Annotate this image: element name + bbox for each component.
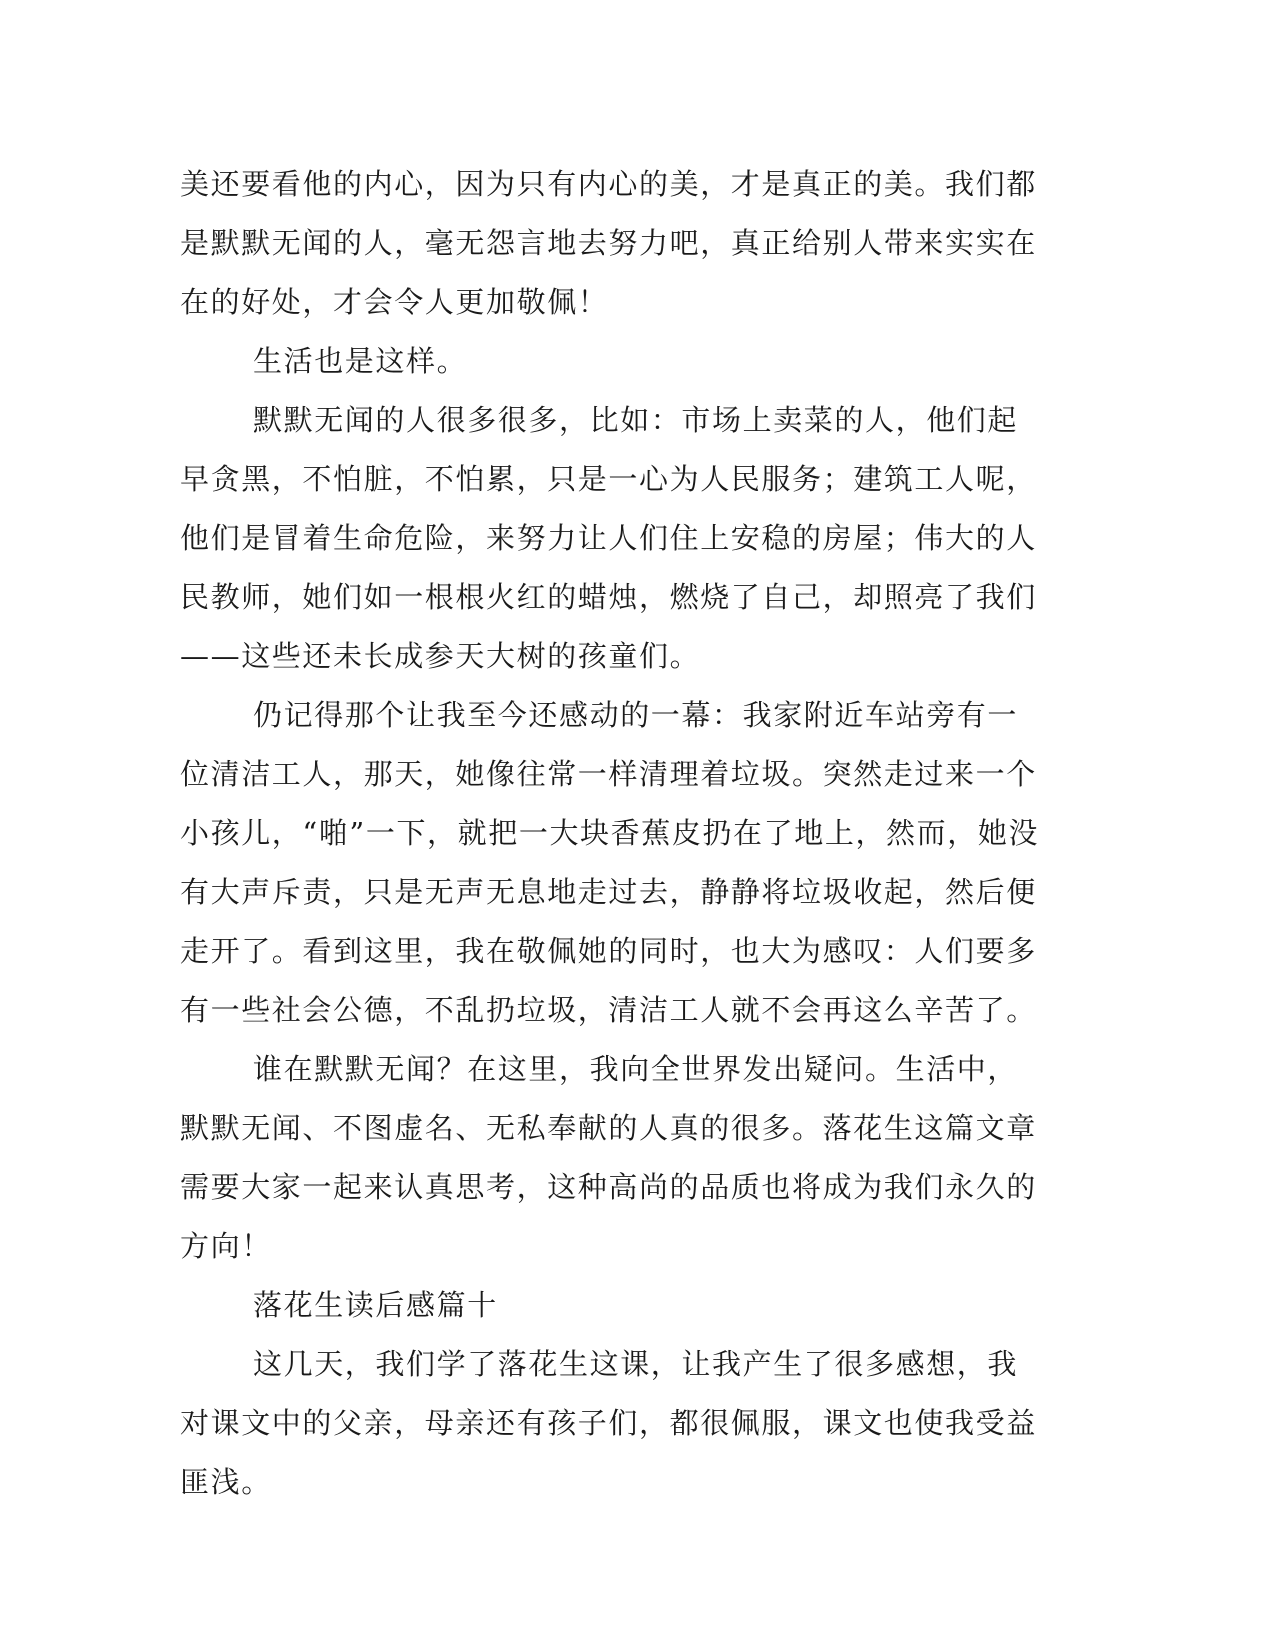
paragraph: 谁在默默无闻？在这里，我向全世界发出疑问。生活中，默默无闻、不图虚名、无私奉献的人真的很多。落花生这篇文章需要大家一起来认真思考，这种高尚的品质也将成为我们永久的方向！ [180,1052,1037,1263]
paragraph-continued: 美还要看他的内心，因为只有内心的美，才是真正的美。我们都是默默无闻的人，毫无怨言地去努力吧，真正给别人带来实实在在的好处，才会令人更加敬佩！ [180,167,1037,319]
section-heading: 落花生读后感篇十 [253,1288,498,1322]
paragraph: 仍记得那个让我至今还感动的一幕：我家附近车站旁有一位清洁工人，那天，她像往常一样清理着垃圾。突然走过来一个小孩儿，“啪”一下，就把一大块香蕉皮扔在了地上，然而，她没有大声斥责，只是无声无息地走过去，静静将垃圾收起，然后便走开了。看到这里，我在敬佩她的同时，也大为感叹：人们要多有一些社会公德，不乱扔垃圾，清洁工人就不会再这么辛苦了。 [180,698,1040,1027]
paragraph: 生活也是这样。 [253,344,468,378]
paragraph: 这几天，我们学了落花生这课，让我产生了很多感想，我对课文中的父亲，母亲还有孩子们，都很佩服，课文也使我受益匪浅。 [180,1347,1037,1499]
paragraph: 默默无闻的人很多很多，比如：市场上卖菜的人，他们起早贪黑，不怕脏，不怕累，只是一心为人民服务；建筑工人呢，他们是冒着生命危险，来努力让人们住上安稳的房屋；伟大的人民教师，她们如一根根火红的蜡烛，燃烧了自己，却照亮了我们——这些还未长成参天大树的孩童们。 [180,403,1037,673]
document-body [180,155,1040,1512]
